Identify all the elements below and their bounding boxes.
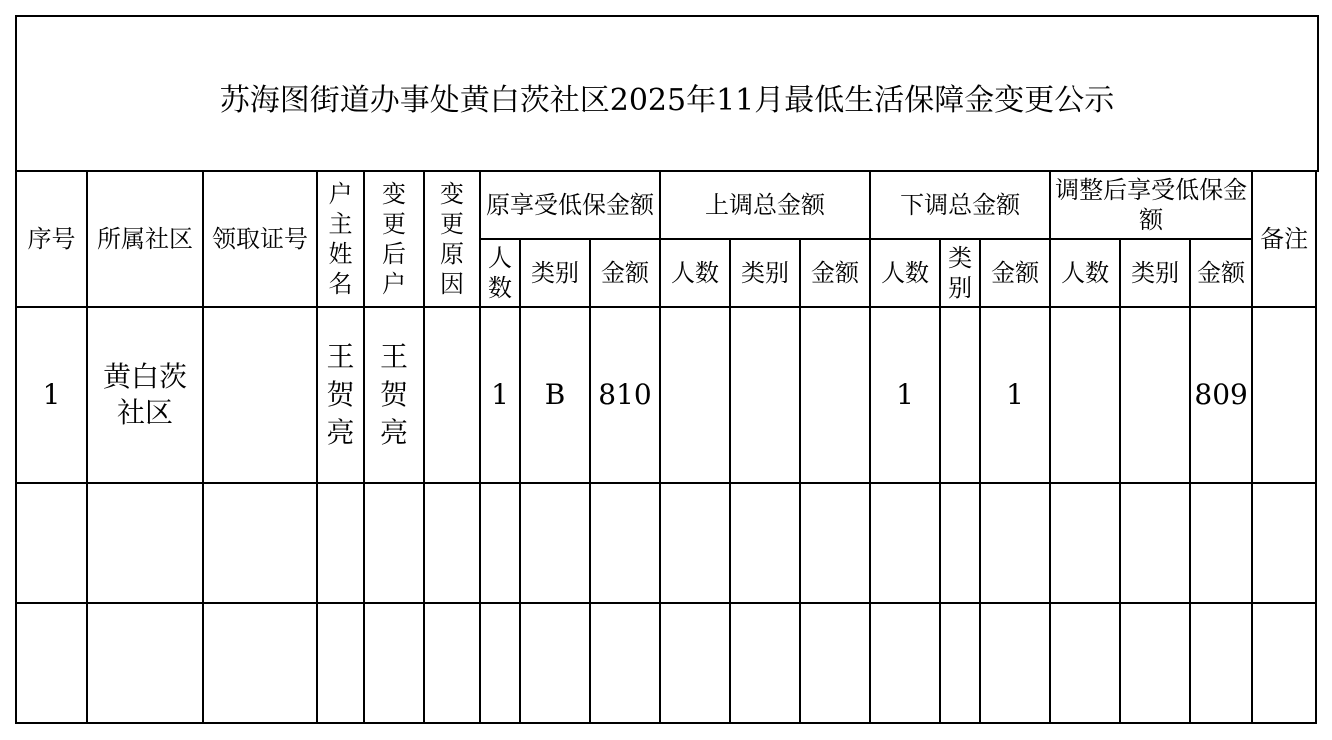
header-adj-amount: 金额 [1190, 239, 1252, 307]
cell-orig-people: 1 [480, 307, 520, 483]
header-community: 所属社区 [87, 171, 203, 307]
cell-adj-amount: 809 [1190, 307, 1252, 483]
header-adj-category: 类别 [1120, 239, 1190, 307]
header-down-category: 类别 [940, 239, 980, 307]
header-up-amount: 金额 [800, 239, 870, 307]
header-down-people: 人数 [870, 239, 940, 307]
header-adj-people: 人数 [1050, 239, 1120, 307]
header-new-householder: 变更后户 [364, 171, 424, 307]
cell-up-people [660, 307, 730, 483]
cell-change-reason [424, 307, 480, 483]
table-row [16, 307, 1316, 483]
notice-sheet [15, 15, 1317, 725]
header-row-1 [16, 171, 1316, 239]
cell-up-category [730, 307, 800, 483]
header-seq: 序号 [16, 171, 87, 307]
header-adjusted-group: 调整后享受低保金额 [1050, 171, 1252, 239]
header-cert-no: 领取证号 [203, 171, 317, 307]
cell-down-people: 1 [870, 307, 940, 483]
cell-up-amount [800, 307, 870, 483]
cell-down-category [940, 307, 980, 483]
cell-adj-category [1120, 307, 1190, 483]
header-original-group: 原享受低保金额 [480, 171, 660, 239]
notice-title: 苏海图街道办事处黄白茨社区2025年11月最低生活保障金变更公示 [219, 82, 1115, 118]
header-orig-amount: 金额 [590, 239, 660, 307]
cell-seq: 1 [16, 307, 87, 483]
allowance-change-table [15, 170, 1317, 724]
header-orig-people: 人数 [480, 239, 520, 307]
cell-householder: 王贺亮 [317, 307, 364, 483]
header-orig-category: 类别 [520, 239, 590, 307]
cell-cert-no [203, 307, 317, 483]
title-row [15, 15, 1319, 172]
cell-new-householder: 王贺亮 [364, 307, 424, 483]
cell-remarks [1252, 307, 1316, 483]
empty-row [16, 603, 1316, 723]
header-up-category: 类别 [730, 239, 800, 307]
header-up-group: 上调总金额 [660, 171, 870, 239]
empty-row [16, 483, 1316, 603]
cell-down-amount: 1 [980, 307, 1050, 483]
header-householder: 户主姓名 [317, 171, 364, 307]
cell-orig-amount: 810 [590, 307, 660, 483]
cell-community: 黄白茨社区 [87, 307, 203, 483]
header-down-amount: 金额 [980, 239, 1050, 307]
header-down-group: 下调总金额 [870, 171, 1050, 239]
cell-adj-people [1050, 307, 1120, 483]
cell-orig-category: B [520, 307, 590, 483]
header-change-reason: 变更原因 [424, 171, 480, 307]
header-up-people: 人数 [660, 239, 730, 307]
header-remarks: 备注 [1252, 171, 1316, 307]
